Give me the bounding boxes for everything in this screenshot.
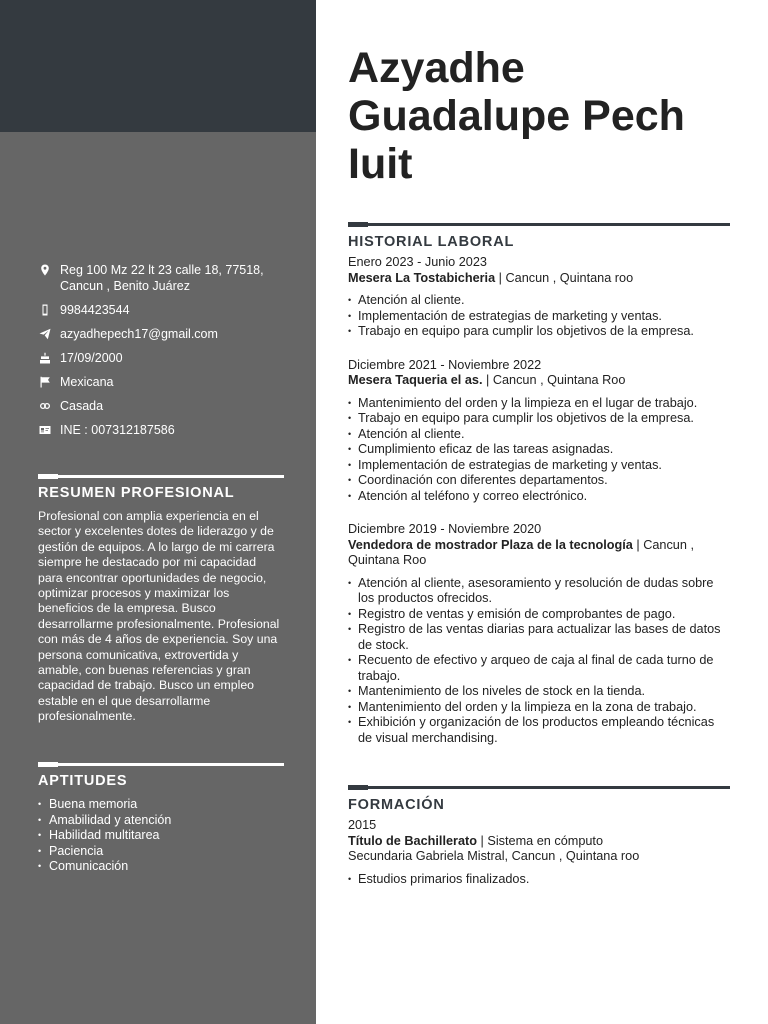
section-divider xyxy=(348,223,730,226)
location-pin-icon xyxy=(38,262,52,278)
education-notes xyxy=(348,872,730,888)
education-degree: Título de Bachillerato xyxy=(348,833,478,848)
job-duty: • Mantenimiento del orden y la limpieza en la zona de trabajo. xyxy=(348,700,730,716)
job-title-line xyxy=(348,538,730,569)
job-dates: Enero 2023 - Junio 2023 xyxy=(348,255,487,269)
summary-heading: RESUMEN PROFESIONAL xyxy=(38,485,235,501)
skill-item: • Buena memoria xyxy=(38,797,284,813)
skill-item: • Amabilidad y atención xyxy=(38,813,284,829)
summary-text: Profesional con amplia experiencia en el sector y excelentes dotes de liderazgo y de gestión de equipos. A lo largo de mi carrera siempre he destacado por mi capacidad para encontrar oportunidades de negocio, optimizar procesos y maximizar los beneficios de la empresa. Busco desarrollarme profesionalmente. Profesional con más de 4 años de experiencia. Soy una persona comunicativa, extrovertida y amable, con buenas referencias y gran capacidad de trabajo. Busco un empleo estable en el que desarrollarme profesionalmente. xyxy=(38,509,280,724)
job-dates: Diciembre 2019 - Noviembre 2020 xyxy=(348,522,542,536)
skills-list xyxy=(38,797,284,875)
job-duties xyxy=(348,293,730,340)
sidebar-header-block xyxy=(0,0,316,132)
contact-phone xyxy=(38,302,288,318)
skills-section xyxy=(38,763,284,875)
contact-id-text: INE : 007312187586 xyxy=(60,423,175,437)
skill-item: • Comunicación xyxy=(38,859,284,875)
job-duty: • Cumplimiento eficaz de las tareas asignadas. xyxy=(348,442,730,458)
contact-email-text: azyadhepech17@gmail.com xyxy=(60,327,218,341)
contact-address xyxy=(38,262,288,294)
contact-nationality xyxy=(38,374,288,390)
job-location: | Cancun , Quintana Roo xyxy=(348,537,694,567)
job-duty: • Atención al cliente. xyxy=(348,427,730,443)
summary-section xyxy=(38,475,284,725)
id-card-icon xyxy=(38,422,52,438)
job-duty: • Trabajo en equipo para cumplir los objetivos de la empresa. xyxy=(348,411,730,427)
job-title-line xyxy=(348,373,730,389)
sidebar xyxy=(0,0,316,1024)
job-duty: • Implementación de estrategias de marketing y ventas. xyxy=(348,309,730,325)
contact-email xyxy=(38,326,288,342)
rings-icon xyxy=(38,398,52,414)
job-duties xyxy=(348,396,730,505)
job-location: | Cancun , Quintana Roo xyxy=(482,373,626,387)
job-duty: • Mantenimiento de los niveles de stock en la tienda. xyxy=(348,684,730,700)
job-dates: Diciembre 2021 - Noviembre 2022 xyxy=(348,357,542,372)
education-section xyxy=(348,786,730,887)
birthday-cake-icon xyxy=(38,350,52,366)
contact-marital-status xyxy=(38,398,288,414)
education-entry xyxy=(348,818,730,887)
job-duty: • Trabajo en equipo para cumplir los objetivos de la empresa. xyxy=(348,324,730,340)
flag-icon xyxy=(38,374,52,390)
education-school: Secundaria Gabriela Mistral, Cancun , Quintana roo xyxy=(348,849,640,863)
contact-address-text: Reg 100 Mz 22 lt 23 calle 18, 77518, Cancun , Benito Juárez xyxy=(60,263,264,293)
contact-phone-text: 9984423544 xyxy=(60,303,130,317)
contact-id xyxy=(38,422,288,438)
skill-item: • Habilidad multitarea xyxy=(38,828,284,844)
education-year: 2015 xyxy=(348,818,377,832)
job-duty: • Atención al cliente. xyxy=(348,293,730,309)
job-entry xyxy=(348,255,730,340)
candidate-name: Azyadhe Guadalupe Pech Iuit xyxy=(348,44,685,188)
job-duty: • Mantenimiento del orden y la limpieza en el lugar de trabajo. xyxy=(348,396,730,412)
job-duty: • Exhibición y organización de los productos empleando técnicas de visual merchandising. xyxy=(348,715,730,746)
job-location: | Cancun , Quintana roo xyxy=(495,270,634,285)
job-duty: • Registro de ventas y emisión de comprobantes de pago. xyxy=(348,607,730,623)
job-role: Mesera Taqueria el as. xyxy=(348,373,483,387)
job-duty: • Recuento de efectivo y arqueo de caja al final de cada turno de trabajo. xyxy=(348,653,730,684)
education-title-line xyxy=(348,834,730,850)
education-note: • Estudios primarios finalizados. xyxy=(348,872,730,888)
work-history-heading: HISTORIAL LABORAL xyxy=(348,234,515,250)
send-icon xyxy=(38,326,52,342)
section-divider xyxy=(38,763,284,766)
job-title-line xyxy=(348,271,730,287)
job-role: Mesera La Tostabicheria xyxy=(348,270,496,285)
job-entry xyxy=(348,522,730,746)
contact-nationality-text: Mexicana xyxy=(60,375,114,389)
skills-heading: APTITUDES xyxy=(38,773,128,789)
job-entry xyxy=(348,358,730,505)
job-duty: • Implementación de estrategias de marketing y ventas. xyxy=(348,458,730,474)
skill-item: • Paciencia xyxy=(38,844,284,860)
job-role: Vendedora de mostrador Plaza de la tecnología xyxy=(348,537,633,552)
contact-birthdate xyxy=(38,350,288,366)
education-heading: FORMACIÓN xyxy=(348,797,445,813)
contact-birthdate-text: 17/09/2000 xyxy=(60,351,123,365)
job-duties xyxy=(348,576,730,747)
section-divider xyxy=(38,475,284,478)
work-history-section xyxy=(348,223,730,746)
job-duty: • Coordinación con diferentes departamentos. xyxy=(348,473,730,489)
phone-icon xyxy=(38,302,52,318)
education-field: | Sistema en cómputo xyxy=(477,833,604,848)
section-divider xyxy=(348,786,730,789)
job-duty: • Atención al teléfono y correo electrónico. xyxy=(348,489,730,505)
contact-list xyxy=(38,262,288,446)
contact-marital-status-text: Casada xyxy=(60,399,104,413)
job-duty: • Registro de las ventas diarias para actualizar las bases de datos de stock. xyxy=(348,622,730,653)
job-duty: • Atención al cliente, asesoramiento y resolución de dudas sobre los productos ofrecidos. xyxy=(348,576,730,607)
